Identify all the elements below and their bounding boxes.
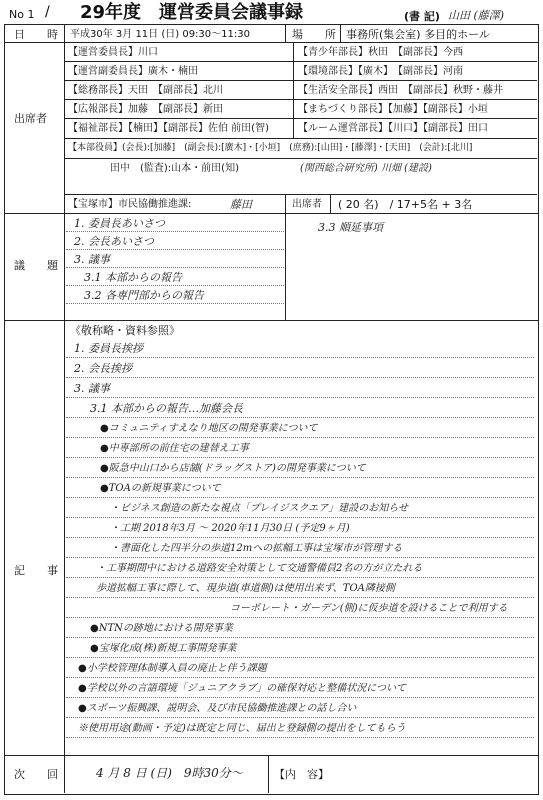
- attendees-label: 出席者: [14, 112, 47, 125]
- minutes-line-18: ●学校以外の言語環境「ジュニアクラブ」の確保対応と整備状況について: [78, 683, 407, 694]
- minutes-line-7: ●阪急中山口から店舗(ドラッグストア)の開発事業について: [100, 463, 366, 474]
- agenda-item-2: 2. 会長あいさつ: [74, 235, 154, 248]
- minutes-line-4: 3.1 本部からの報告…加藤会長: [90, 402, 243, 415]
- attendee-count-value: ( 20 名) / 17+5名 + 3名: [338, 198, 473, 211]
- promoter-label: 【宝塚市】市民協働推進課:: [68, 199, 192, 210]
- minutes-line-9: ・ビジネス創造の新たな視点「プレイジスクエア」建設のお知らせ: [110, 503, 408, 514]
- attendee-right-2: 【環境部長】【廣木】 【副部長】河南: [298, 66, 463, 77]
- attendee-right-3: 【生活安全部長】西田 【副部長】秋野・藤井: [298, 85, 503, 96]
- place-value: 事務所(集会室) 多目的ホール: [346, 28, 490, 41]
- page-title: 29年度 運営委員会議事録: [80, 2, 304, 23]
- agenda-item-3: 3. 議事: [74, 253, 110, 266]
- minutes-line-8: ●TOAの新規事業について: [100, 483, 221, 494]
- recorder-value: 山田 (藤澤): [448, 9, 505, 22]
- auditors-line: 田中 (監査):山本・前田(知): [110, 163, 239, 174]
- minutes-line-17: ●小学校管理体制導入員の廃止と伴う課題: [78, 663, 267, 674]
- minutes-label: 記 事: [14, 564, 58, 577]
- minutes-line-14: コーポレート・ガーデン(側)に仮歩道を設けることで利用する: [230, 603, 508, 614]
- agenda-item-4: 3.1 本部からの報告: [84, 271, 182, 284]
- other-attendees: (関西総合研究所) 川畑 (建設): [300, 163, 432, 174]
- attendee-right-5: 【ルーム運営部長】【川口】【副部長】田口: [298, 123, 488, 134]
- minutes-line-1: 1. 委員長挨拶: [74, 342, 143, 355]
- attendee-left-2: 【運営副委員長】廣木・楠田: [68, 66, 198, 77]
- doc-number-slash: /: [45, 4, 50, 20]
- minutes-line-15: ●NTNの跡地における開発事業: [90, 623, 233, 634]
- minutes-line-13: 歩道拡幅工事に際して、現歩道(車道側)は使用出来ず、TOA隣接側: [96, 583, 395, 594]
- agenda-item-right: 3.3 順延事項: [318, 221, 383, 234]
- minutes-line-6: ●中専部所の前住宅の建替え工事: [100, 443, 249, 454]
- attendee-left-3: 【総務部長】天田 【副部長】北川: [68, 85, 223, 96]
- minutes-line-12: ・工事期間中における道路安全対策として交通警備員2名の方が立たれる: [96, 563, 423, 574]
- date-label: 日 時: [14, 28, 58, 41]
- minutes-line-19: ●スポーツ振興課、説明会、及び市民協働推進課との話し合い: [78, 703, 357, 714]
- minutes-line-20: ※使用用途(動画・予定)は既定と同じ、届出と登録側の提出をしてもらう: [78, 723, 406, 734]
- minutes-line-5: ●コミュニティすえなり地区の開発事業について: [100, 423, 318, 434]
- minutes-note: 《敬称略・資料参照》: [70, 324, 180, 337]
- minutes-line-11: ・書面化した四半分の歩道12mへの拡幅工事は宝塚市が管理する: [110, 543, 403, 554]
- promoter-value: 藤田: [230, 198, 252, 211]
- date-value: 平成30年 3月 11日 (日) 09:30～11:30: [70, 29, 250, 40]
- minutes-line-10: ・工期 2018年3月 ～ 2020年11月30日 (予定9ヶ月): [110, 523, 350, 534]
- next-meeting-date: 4 月 8 日 (日) 9時30分～: [96, 766, 243, 780]
- attendee-left-5: 【福祉部長】【楠田】【副部長】佐伯 前田(智): [68, 123, 269, 134]
- attendee-left-1: 【運営委員長】川口: [68, 47, 158, 58]
- place-label: 場 所: [292, 28, 336, 41]
- minutes-line-2: 2. 会長挨拶: [74, 362, 132, 375]
- recorder-label: (書 記): [404, 10, 440, 23]
- minutes-line-16: ●宝塚化成(株)新規工事開発事業: [90, 643, 237, 654]
- next-meeting-content-label: 【内 容】: [274, 768, 329, 781]
- attendee-count-label: 出席者: [292, 199, 322, 210]
- minutes-line-3: 3. 議事: [74, 382, 110, 395]
- minutes-form-frame: [4, 24, 539, 795]
- next-meeting-label: 次 回: [14, 768, 58, 781]
- officers-line: 【本部役員】(会長):[加藤] (副会長):[廣木]・[小垣] (庶務):[山田]・[藤澤]・[天田] (会計):[北川]: [68, 143, 473, 153]
- agenda-item-1: 1. 委員長あいさつ: [74, 217, 165, 230]
- agenda-label: 議 題: [14, 259, 58, 272]
- attendee-right-1: 【青少年部長】秋田 【副部長】今西: [298, 47, 463, 58]
- attendee-left-4: 【広報部長】加藤 【副部長】新田: [68, 104, 223, 115]
- attendee-right-4: 【まちづくり部長】【加藤】【副部長】小垣: [298, 104, 488, 115]
- agenda-item-5: 3.2 各専門部からの報告: [84, 289, 204, 302]
- doc-number: No 1: [9, 8, 35, 21]
